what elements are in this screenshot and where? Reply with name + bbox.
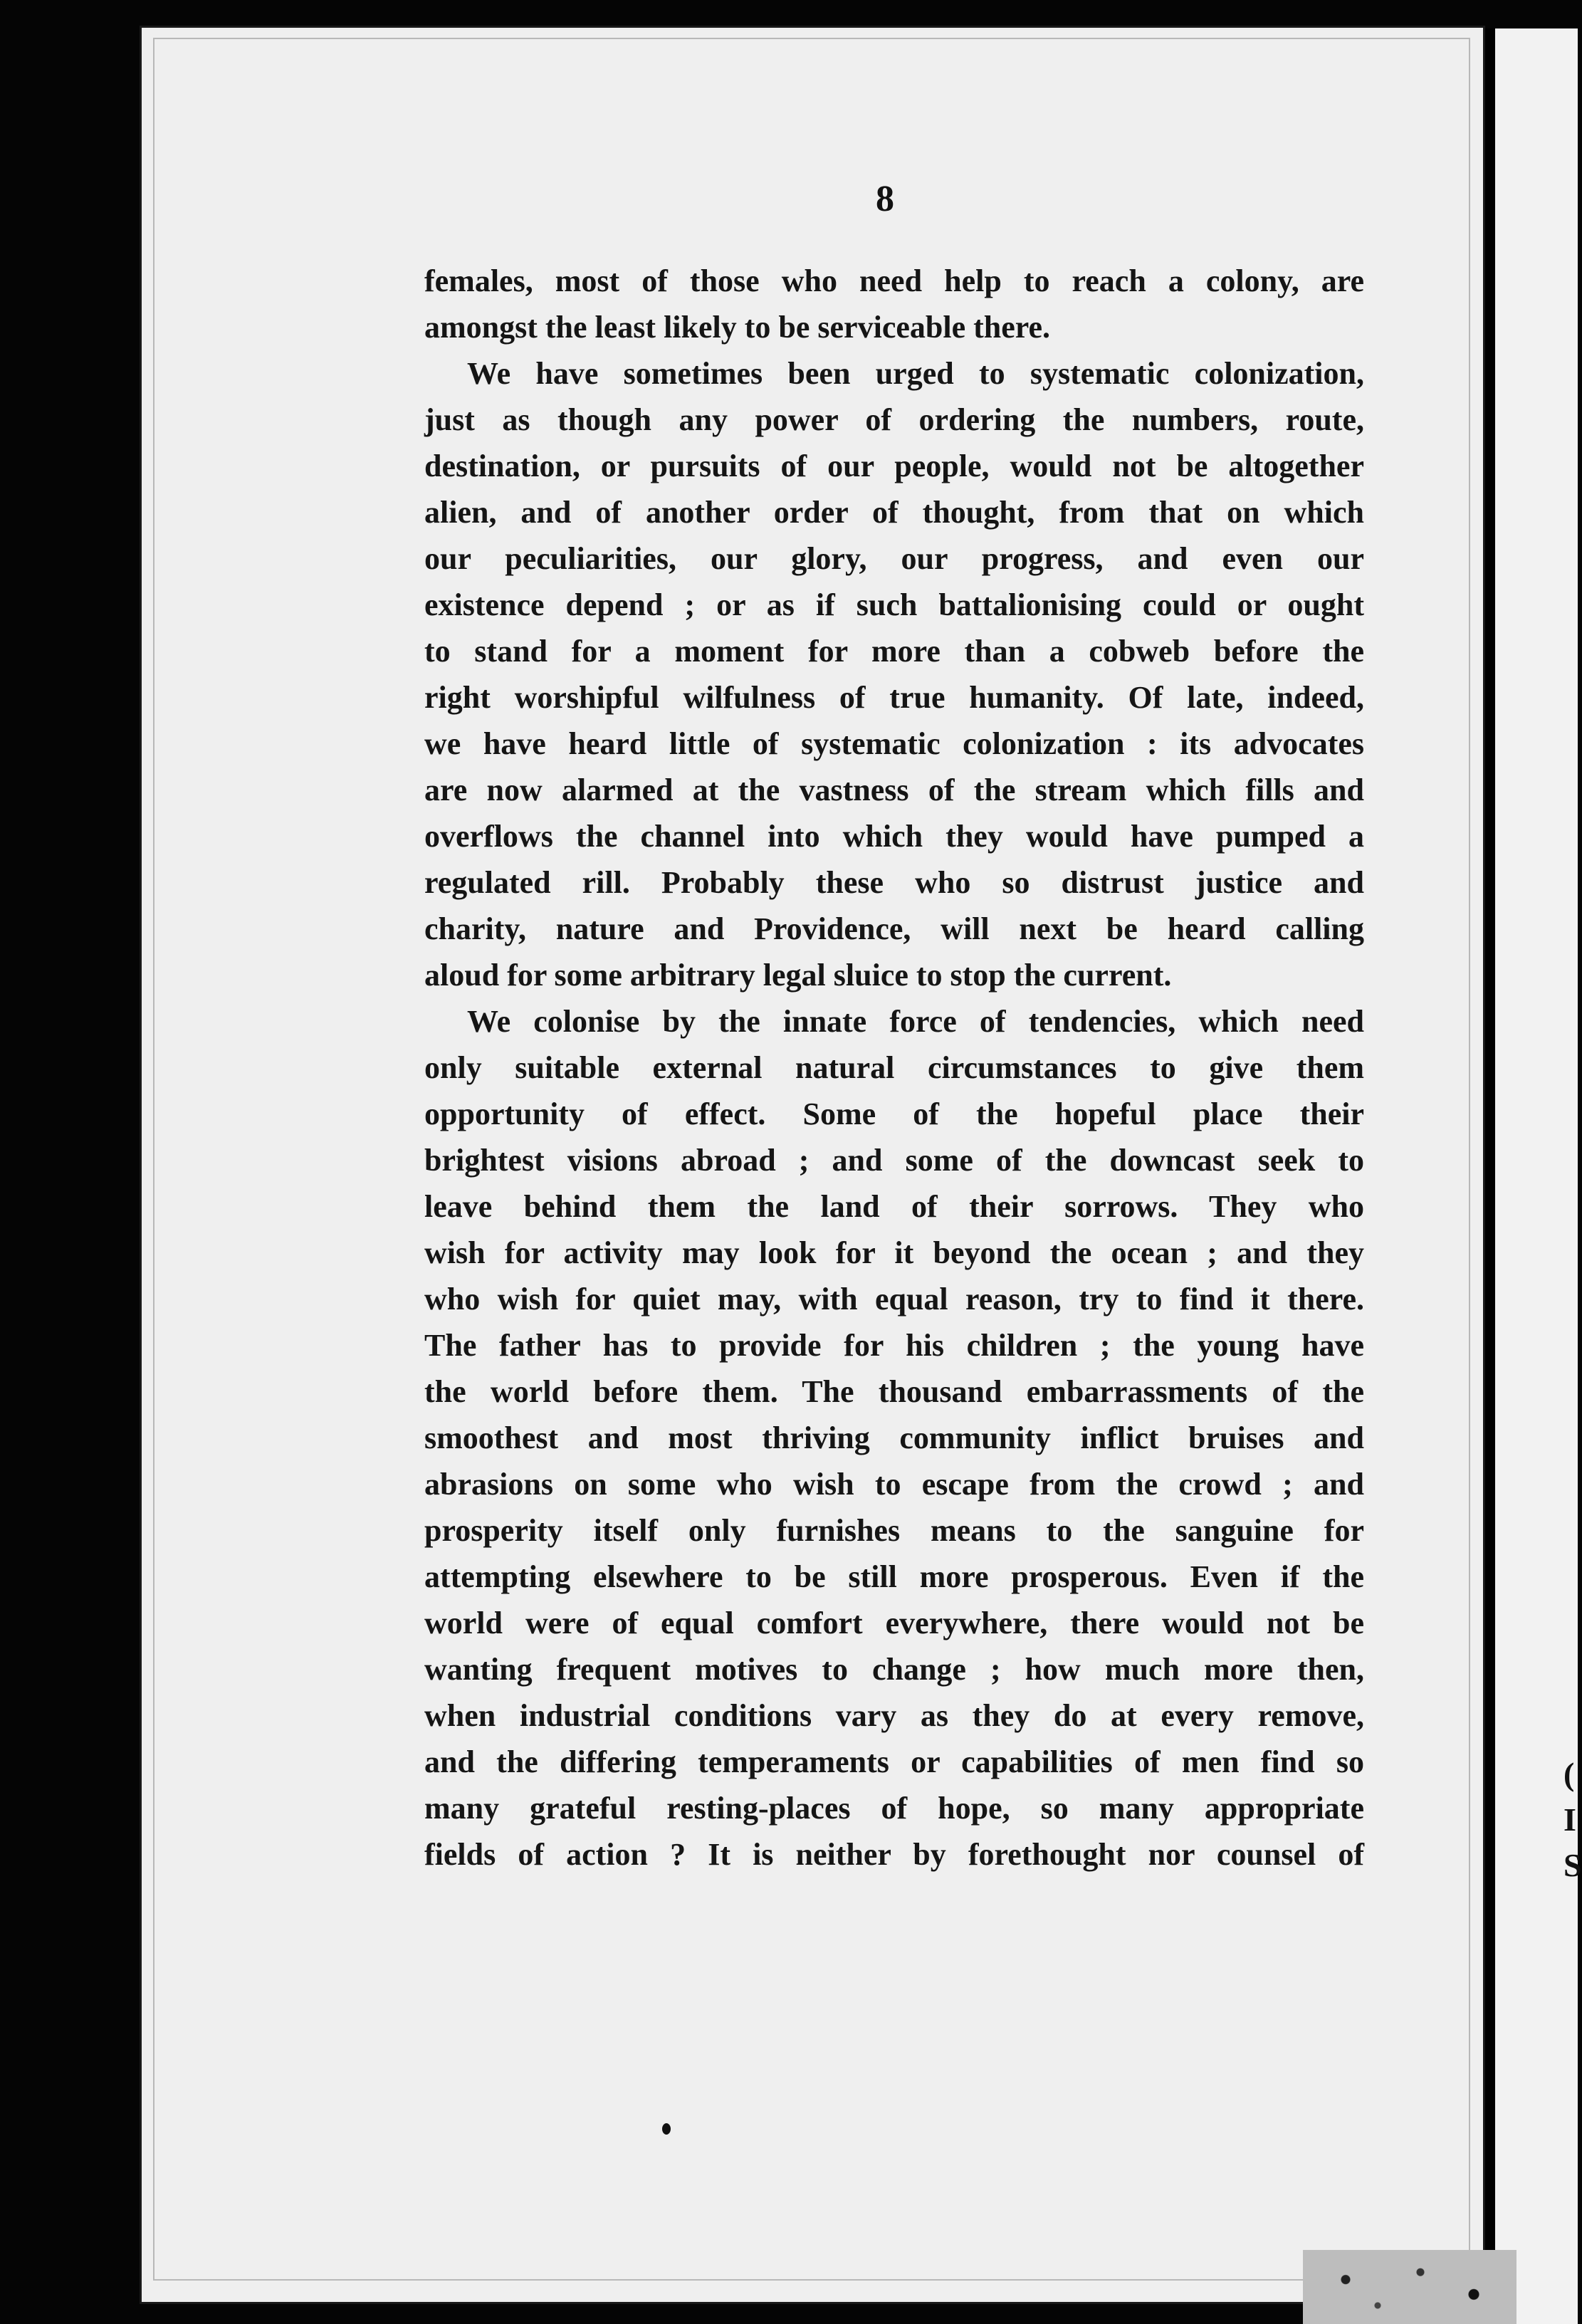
- text-line: are now alarmed at the vastness of the stream which fills and: [424, 773, 1364, 807]
- body-text: [424, 258, 1364, 1878]
- text-line: existence depend ; or as if such battalionising could or ought: [424, 587, 1364, 622]
- text-line: our peculiarities, our glory, our progress, and even our: [424, 541, 1364, 576]
- text-line: amongst the least likely to be serviceable there.: [424, 310, 1051, 345]
- text-line: just as though any power of ordering the numbers, route,: [424, 402, 1364, 437]
- text-line: prosperity itself only furnishes means to the sanguine for: [424, 1513, 1364, 1548]
- text-line: females, most of those who need help to reach a colony, are: [424, 263, 1364, 298]
- text-line: when industrial conditions vary as they do at every remove,: [424, 1698, 1364, 1733]
- text-line: who wish for quiet may, with equal reason, try to find it there.: [424, 1282, 1364, 1317]
- text-line: We colonise by the innate force of tendencies, which need: [467, 1004, 1364, 1039]
- text-line: to stand for a moment for more than a cobweb before the: [424, 634, 1364, 669]
- page-number: 8: [876, 179, 894, 219]
- text-line: many grateful resting-places of hope, so many appropriate: [424, 1791, 1364, 1826]
- text-line: and the differing temperaments or capabilities of men find so: [424, 1744, 1364, 1779]
- printer-mark: [662, 2123, 671, 2135]
- text-line: abrasions on some who wish to escape from the crowd ; and: [424, 1467, 1364, 1502]
- adjacent-fragment: S: [1563, 1847, 1582, 1883]
- text-line: wanting frequent motives to change ; how much more then,: [424, 1652, 1364, 1687]
- text-line: regulated rill. Probably these who so distrust justice and: [424, 865, 1364, 900]
- text-line: smoothest and most thriving community inflict bruises and: [424, 1420, 1364, 1455]
- text-line: world were of equal comfort everywhere, there would not be: [424, 1606, 1364, 1640]
- text-line: alien, and of another order of thought, from that on which: [424, 495, 1364, 530]
- text-line: wish for activity may look for it beyond the ocean ; and they: [424, 1235, 1364, 1270]
- scan-noise: [1303, 2250, 1516, 2324]
- text-line: The father has to provide for his children ; the young have: [424, 1328, 1364, 1363]
- text-line: charity, nature and Providence, will next be heard calling: [424, 911, 1364, 946]
- text-line: destination, or pursuits of our people, would not be altogether: [424, 449, 1364, 483]
- adjacent-page-edge: [1495, 28, 1582, 2324]
- text-line: we have heard little of systematic colonization : its advocates: [424, 726, 1364, 761]
- text-line: We have sometimes been urged to systematic colonization,: [467, 356, 1364, 391]
- text-line: brightest visions abroad ; and some of the downcast seek to: [424, 1143, 1364, 1178]
- text-line: fields of action ? It is neither by forethought nor counsel of: [424, 1837, 1364, 1872]
- text-line: overflows the channel into which they would have pumped a: [424, 819, 1364, 854]
- text-line: aloud for some arbitrary legal sluice to stop the current.: [424, 958, 1172, 993]
- adjacent-fragment: (: [1563, 1756, 1575, 1792]
- text-line: right worshipful wilfulness of true humanity. Of late, indeed,: [424, 680, 1364, 715]
- text-line: the world before them. The thousand embarrassments of the: [424, 1374, 1364, 1409]
- text-line: opportunity of effect. Some of the hopeful place their: [424, 1096, 1364, 1131]
- text-line: only suitable external natural circumstances to give them: [424, 1050, 1364, 1085]
- adjacent-page-fragments: [1563, 1752, 1582, 1888]
- text-line: leave behind them the land of their sorrows. They who: [424, 1189, 1364, 1224]
- adjacent-fragment: I: [1563, 1801, 1576, 1838]
- text-line: attempting elsewhere to be still more prosperous. Even if the: [424, 1559, 1364, 1594]
